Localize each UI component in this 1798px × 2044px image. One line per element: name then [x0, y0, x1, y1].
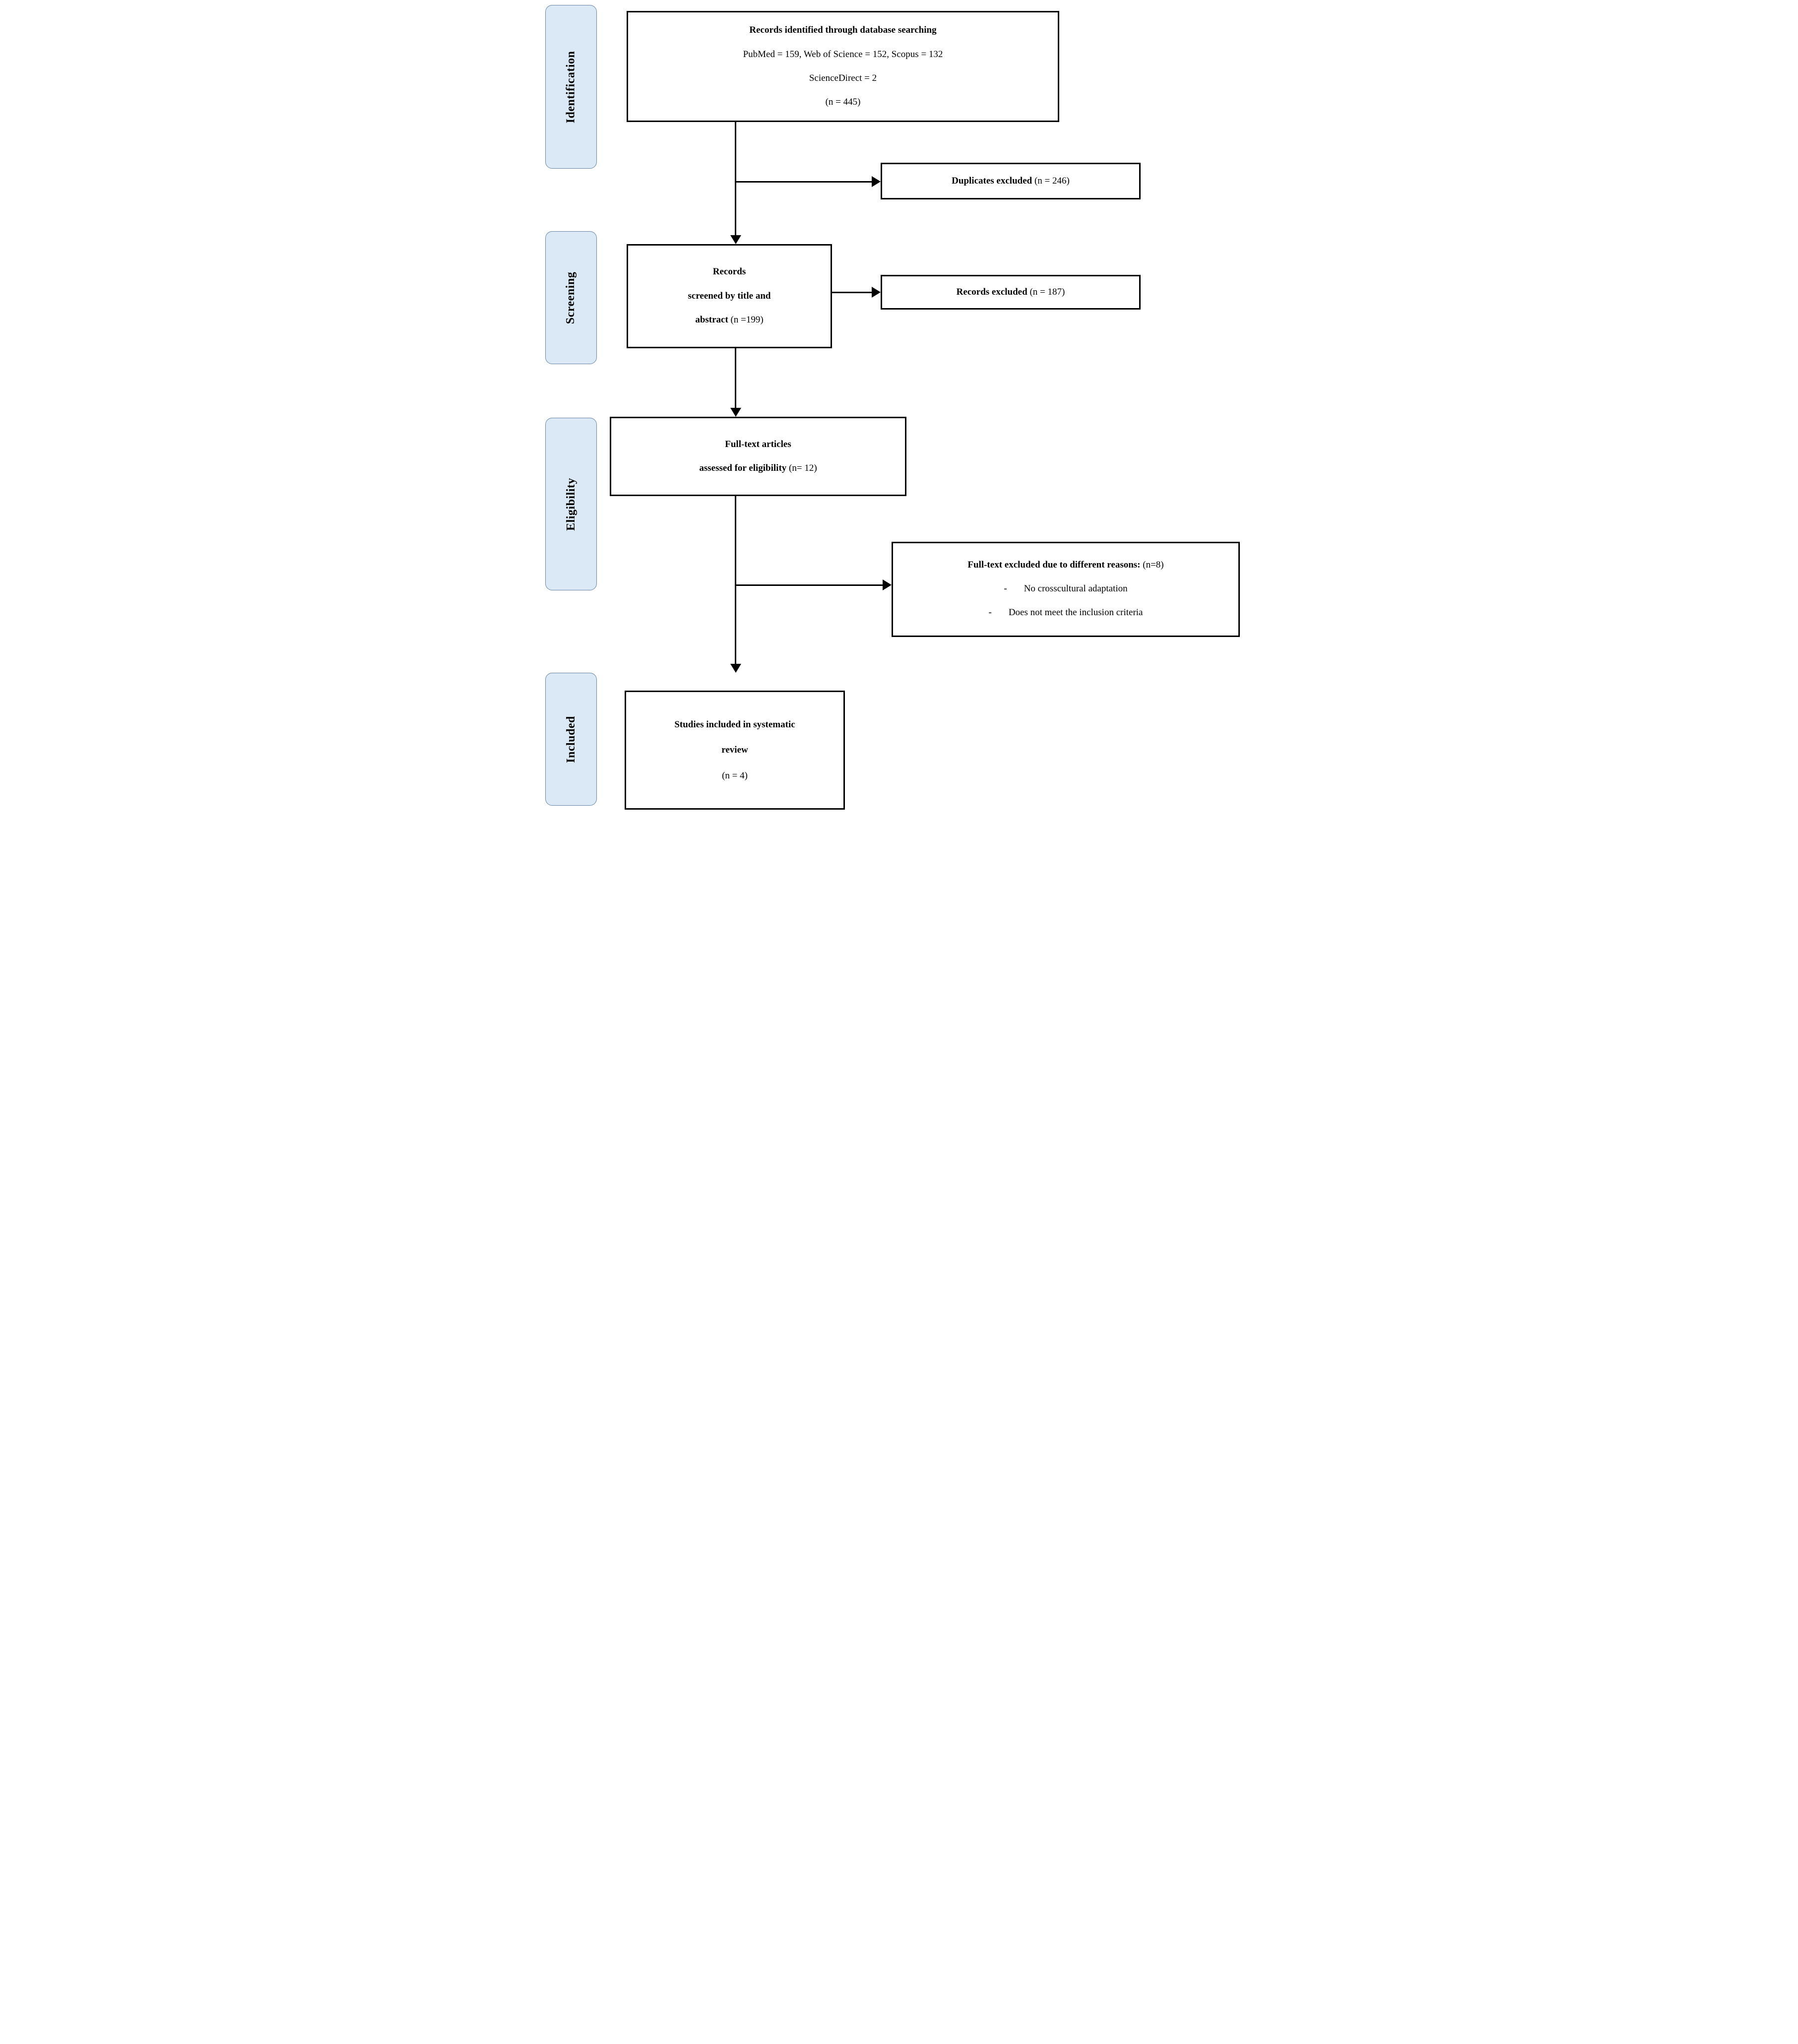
stage-included-label: Included	[564, 715, 578, 763]
connector-eligibility-to-included	[735, 496, 736, 664]
fulltext-excluded-title-bold: Full-text excluded due to different reasons:	[967, 560, 1141, 571]
box-records-identified	[627, 11, 1059, 122]
fulltext-excluded-title	[967, 554, 1163, 577]
duplicates-excluded-count: (n = 246)	[1032, 175, 1070, 186]
records-screened-count: (n =199)	[728, 315, 764, 325]
records-identified-title: Records identified through database searching	[749, 25, 937, 36]
box-studies-included	[625, 691, 845, 810]
records-screened-line3-bold: abstract	[695, 315, 728, 325]
connector-screening-to-eligibility	[735, 348, 736, 409]
studies-included-line1: Studies included in systematic	[674, 719, 795, 730]
box-fulltext-assessed	[610, 417, 906, 496]
records-identified-line2: ScienceDirect = 2	[809, 73, 877, 83]
arrowhead-to-included	[730, 664, 741, 673]
records-screened-line1: Records	[712, 266, 746, 277]
arrowhead-to-records-excluded	[872, 287, 881, 298]
box-fulltext-excluded	[892, 542, 1240, 637]
fulltext-excluded-reason-2	[989, 601, 1143, 625]
dash-bullet: -	[1004, 583, 1007, 594]
records-screened-line2: screened by title and	[688, 290, 771, 301]
fulltext-assessed-count: (n= 12)	[786, 463, 817, 473]
records-identified-line1: PubMed = 159, Web of Science = 152, Scopus = 132	[743, 49, 943, 60]
box-duplicates-excluded	[881, 163, 1141, 199]
box-records-screened	[627, 244, 832, 348]
fulltext-assessed-line2-bold: assessed for eligibility	[699, 463, 787, 473]
fulltext-excluded-reason-2-text: Does not meet the inclusion criteria	[1008, 607, 1143, 618]
stage-screening	[545, 231, 597, 364]
connector-identified-to-screening	[735, 122, 736, 237]
connector-to-duplicates	[735, 181, 873, 183]
dash-bullet: -	[988, 607, 992, 618]
box-records-excluded	[881, 275, 1141, 310]
records-screened-line3	[695, 308, 763, 332]
fulltext-excluded-reason-1	[1004, 577, 1127, 601]
duplicates-excluded-label: Duplicates excluded	[952, 175, 1032, 186]
records-identified-count: (n = 445)	[825, 97, 861, 108]
records-excluded-label: Records excluded	[956, 286, 1027, 297]
stage-eligibility	[545, 418, 597, 590]
arrowhead-to-eligibility	[730, 408, 741, 417]
arrowhead-to-screening	[730, 235, 741, 244]
fulltext-assessed-line2	[699, 456, 817, 480]
studies-included-count: (n = 4)	[722, 770, 748, 781]
fulltext-excluded-count: (n=8)	[1140, 560, 1164, 571]
stage-screening-label: Screening	[564, 271, 578, 324]
arrowhead-to-fulltext-excluded	[883, 579, 892, 590]
stage-included	[545, 673, 597, 806]
fulltext-assessed-line1: Full-text articles	[725, 439, 791, 449]
duplicates-excluded-text	[952, 169, 1070, 193]
records-excluded-text	[957, 280, 1065, 304]
stage-identification-label: Identification	[564, 51, 578, 123]
stage-eligibility-label: Eligibility	[564, 477, 578, 531]
studies-included-line2: review	[721, 745, 748, 756]
stage-identification	[545, 5, 597, 169]
fulltext-excluded-reason-1-text: No crosscultural adaptation	[1024, 583, 1128, 594]
connector-to-records-excluded	[832, 292, 872, 293]
records-excluded-count: (n = 187)	[1027, 286, 1065, 297]
connector-to-fulltext-excluded	[735, 584, 884, 586]
prisma-flow-diagram	[539, 0, 1259, 824]
arrowhead-to-duplicates	[872, 176, 881, 187]
